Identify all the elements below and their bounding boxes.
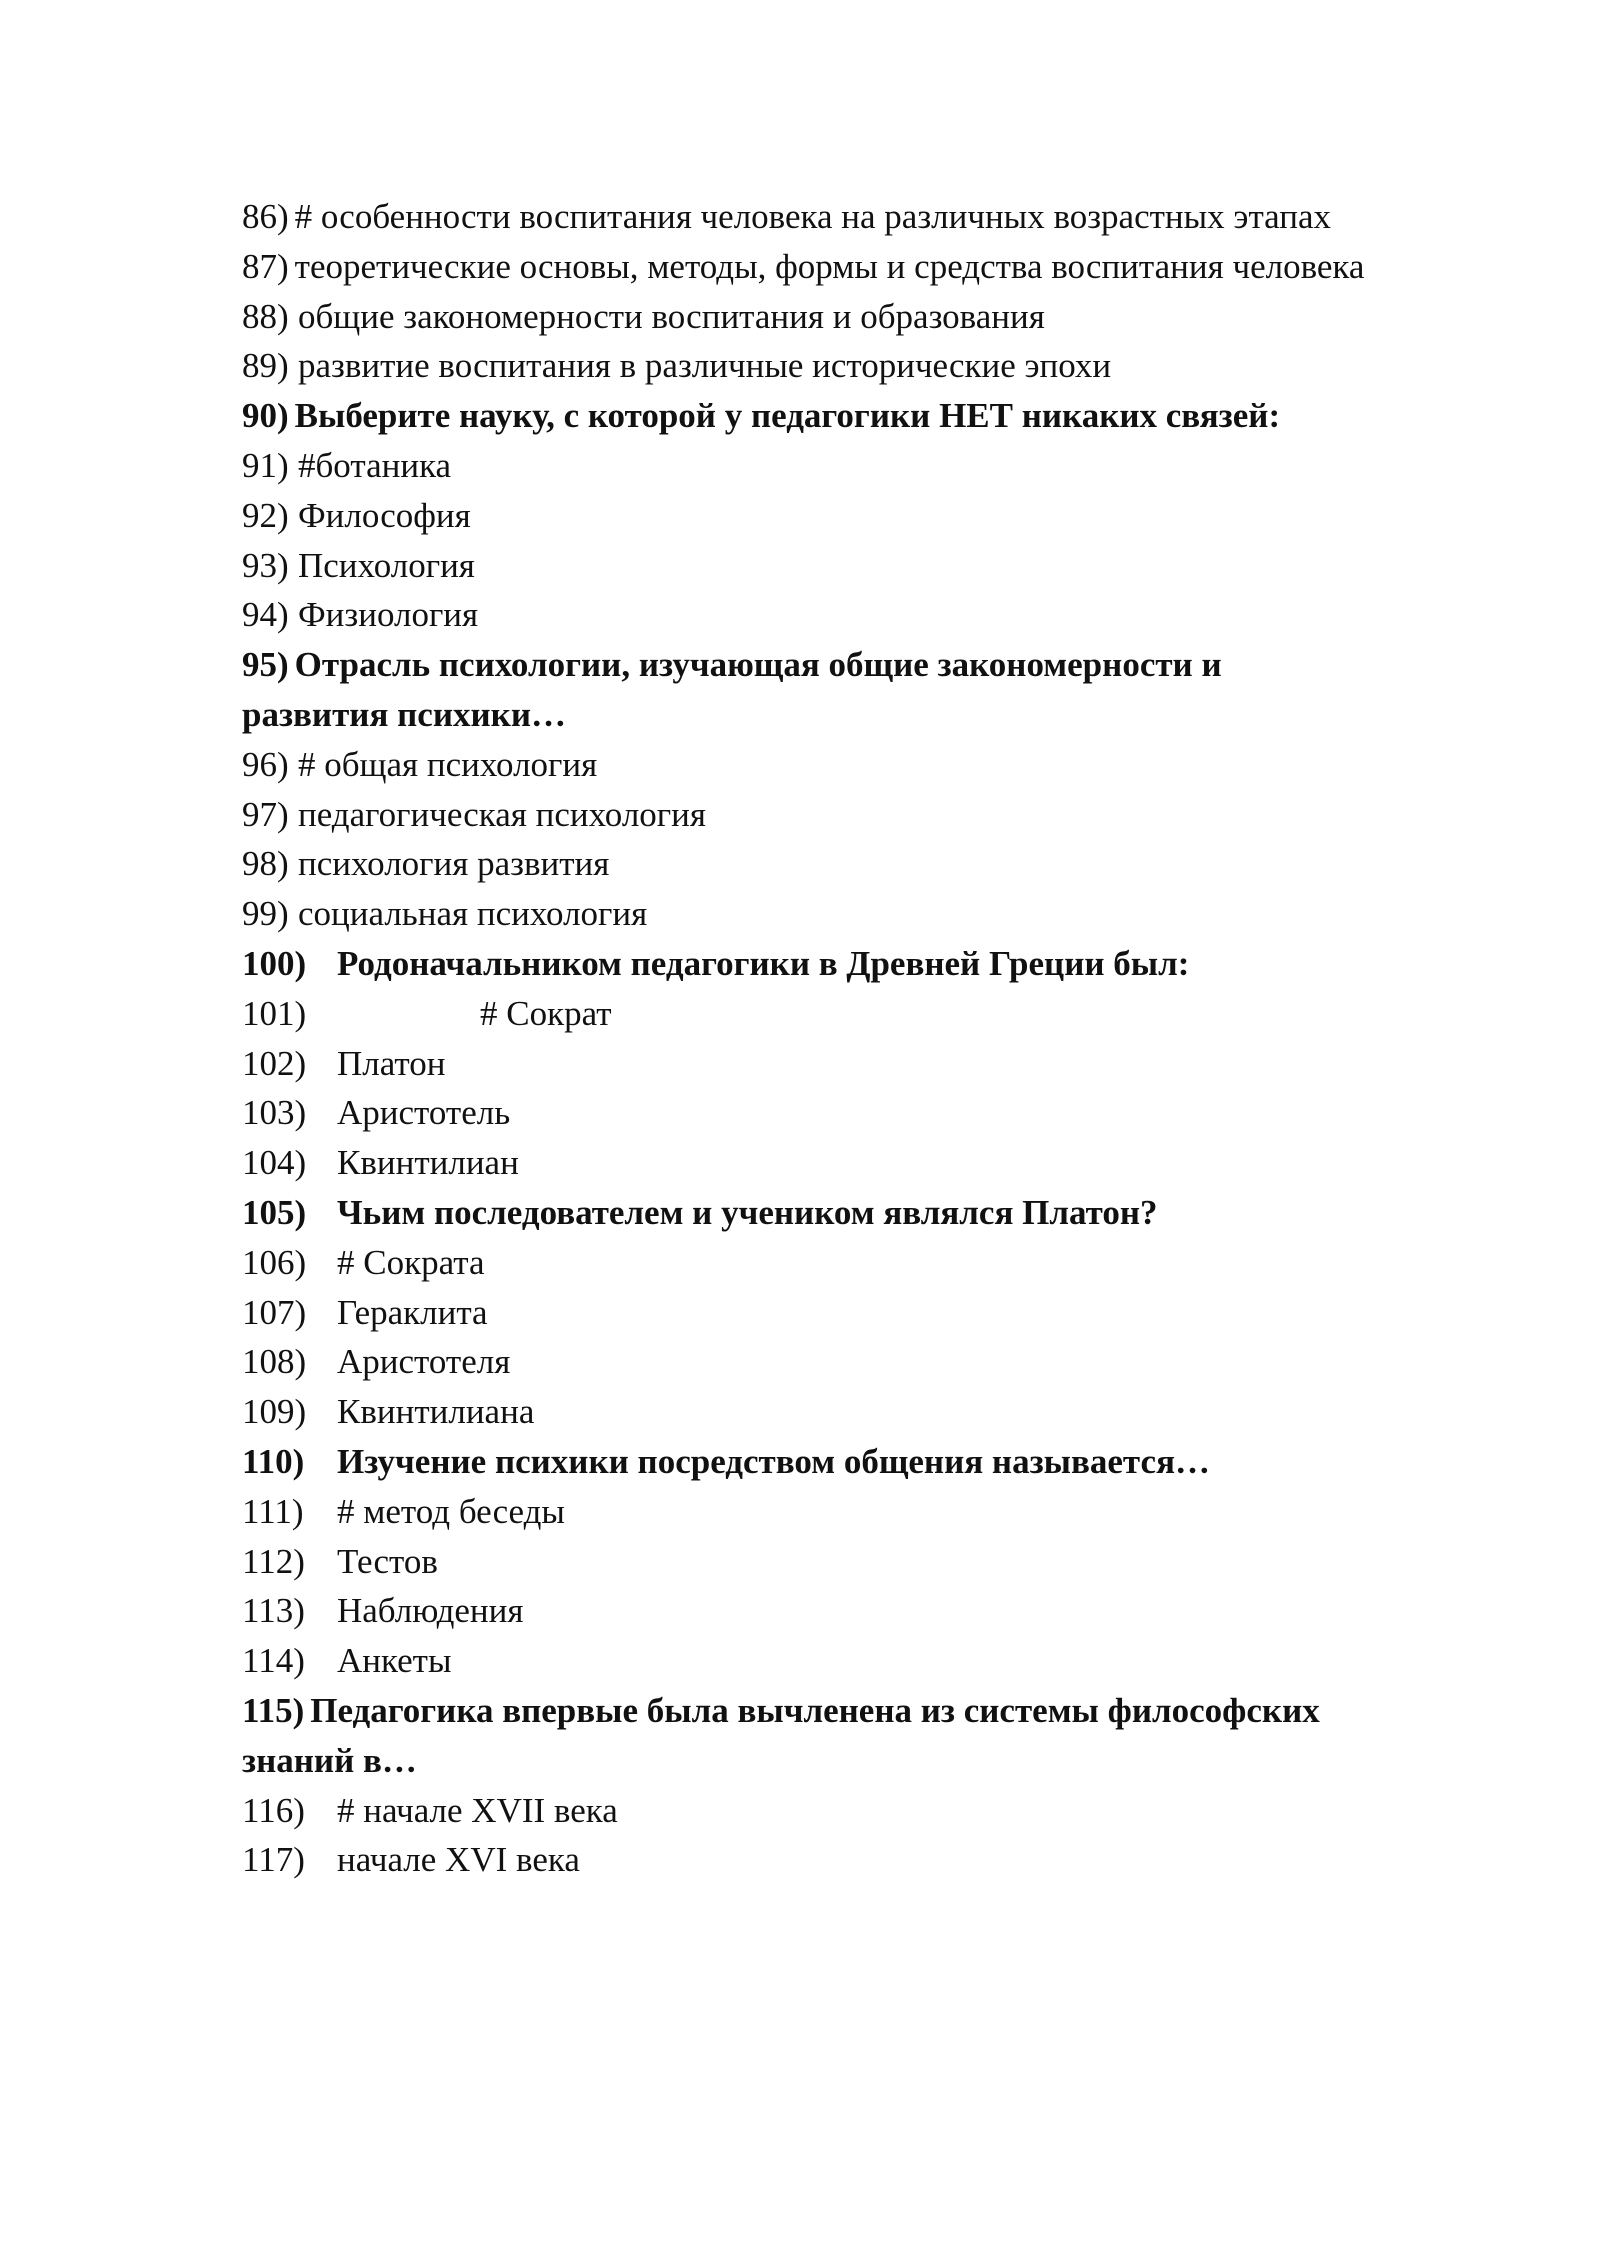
answer-line xyxy=(242,1387,1372,1437)
answer-line xyxy=(242,1088,1372,1138)
item-number: 88) xyxy=(242,296,289,336)
item-number: 98) xyxy=(242,844,289,884)
item-text: #ботаника xyxy=(298,445,452,485)
answer-line xyxy=(242,1337,1372,1387)
item-text: # Сократа xyxy=(337,1242,485,1282)
item-text: Изучение психики посредством общения называется… xyxy=(337,1441,1211,1481)
answer-line xyxy=(242,1636,1372,1686)
answer-line xyxy=(242,541,1372,591)
item-number: 96) xyxy=(242,744,289,784)
item-text: Философия xyxy=(298,495,471,535)
question-line xyxy=(242,640,1372,740)
item-number: 95) xyxy=(242,645,289,685)
question-line xyxy=(242,939,1372,989)
item-text: общие закономерности воспитания и образования xyxy=(298,296,1045,336)
item-text: Тестов xyxy=(337,1541,438,1581)
item-number: 93) xyxy=(242,545,289,585)
item-number: 111) xyxy=(242,1491,304,1531)
item-text: Анкеты xyxy=(337,1641,452,1681)
item-text: # особенности воспитания человека на различных возрастных этапах xyxy=(294,197,1332,236)
item-number: 117) xyxy=(242,1840,305,1880)
document-page xyxy=(242,192,1372,1885)
answer-line xyxy=(242,889,1372,939)
item-number: 107) xyxy=(242,1292,307,1332)
question-line xyxy=(242,1686,1372,1786)
item-text: Аристотеля xyxy=(337,1342,511,1382)
item-number: 106) xyxy=(242,1242,307,1282)
answer-line xyxy=(242,1786,1372,1836)
answer-line xyxy=(242,1537,1372,1587)
item-number: 113) xyxy=(242,1591,305,1631)
answer-line xyxy=(242,192,1372,242)
answer-line xyxy=(242,292,1372,342)
answer-line xyxy=(242,1487,1372,1537)
item-number: 97) xyxy=(242,794,289,834)
item-number: 109) xyxy=(242,1392,307,1432)
item-number: 104) xyxy=(242,1143,307,1183)
item-number: 99) xyxy=(242,894,289,934)
item-number: 114) xyxy=(242,1641,305,1681)
item-number: 89) xyxy=(242,346,289,386)
item-number: 91) xyxy=(242,445,289,485)
item-text: Квинтилиана xyxy=(337,1392,535,1432)
item-number: 101) xyxy=(242,993,307,1033)
item-number: 87) xyxy=(242,246,289,286)
item-text: начале XVI века xyxy=(337,1840,580,1880)
answer-line xyxy=(242,242,1372,292)
item-number: 86) xyxy=(242,197,289,236)
answer-line xyxy=(242,341,1372,391)
item-text: социальная психология xyxy=(298,894,648,934)
answer-line xyxy=(242,1039,1372,1089)
answer-line xyxy=(242,1288,1372,1338)
item-number: 105) xyxy=(242,1192,307,1232)
item-text: # общая психология xyxy=(298,744,598,784)
item-text: педагогическая психология xyxy=(298,794,706,834)
question-line xyxy=(242,391,1372,441)
item-text: Выберите науку, с которой у педагогики НЕТ никаких связей: xyxy=(294,396,1281,436)
item-number: 116) xyxy=(242,1790,305,1830)
item-text: Психология xyxy=(298,545,475,585)
item-number: 103) xyxy=(242,1093,307,1133)
question-line xyxy=(242,1437,1372,1487)
answer-line xyxy=(242,1835,1372,1885)
item-text: Наблюдения xyxy=(337,1591,524,1631)
item-text: Педагогика впервые была вычленена из системы философских знаний в… xyxy=(242,1690,1320,1780)
item-text: # начале XVII века xyxy=(337,1790,618,1830)
item-number: 100) xyxy=(242,943,307,983)
item-text: # Сократ xyxy=(480,993,612,1033)
item-text: Родоначальником педагогики в Древней Греции был: xyxy=(337,943,1190,983)
item-text: теоретические основы, методы, формы и средства воспитания человека xyxy=(294,246,1365,286)
answer-line xyxy=(242,1586,1372,1636)
answer-line xyxy=(242,590,1372,640)
item-text: Квинтилиан xyxy=(337,1143,519,1183)
item-text: # метод беседы xyxy=(337,1491,565,1531)
answer-line xyxy=(242,441,1372,491)
answer-line xyxy=(242,790,1372,840)
item-number: 90) xyxy=(242,396,289,436)
item-number: 102) xyxy=(242,1043,307,1083)
item-text: Чьим последователем и учеником являлся Платон? xyxy=(337,1192,1158,1232)
item-number: 92) xyxy=(242,495,289,535)
answer-line xyxy=(242,989,1372,1039)
item-number: 112) xyxy=(242,1541,305,1581)
item-text: Отрасль психологии, изучающая общие закономерности и развития психики… xyxy=(242,645,1222,734)
item-number: 108) xyxy=(242,1342,307,1382)
item-text: Аристотель xyxy=(337,1093,511,1133)
answer-line xyxy=(242,839,1372,889)
item-text: развитие воспитания в различные исторические эпохи xyxy=(298,346,1112,386)
answer-line xyxy=(242,1238,1372,1288)
item-number: 94) xyxy=(242,595,289,635)
item-text: Гераклита xyxy=(337,1292,488,1332)
item-text: Платон xyxy=(337,1043,446,1083)
item-text: психология развития xyxy=(298,844,610,884)
question-line xyxy=(242,1188,1372,1238)
answer-line xyxy=(242,491,1372,541)
answer-line xyxy=(242,1138,1372,1188)
answer-line xyxy=(242,740,1372,790)
item-text: Физиология xyxy=(298,595,479,635)
item-number: 115) xyxy=(242,1690,305,1730)
item-number: 110) xyxy=(242,1441,305,1481)
